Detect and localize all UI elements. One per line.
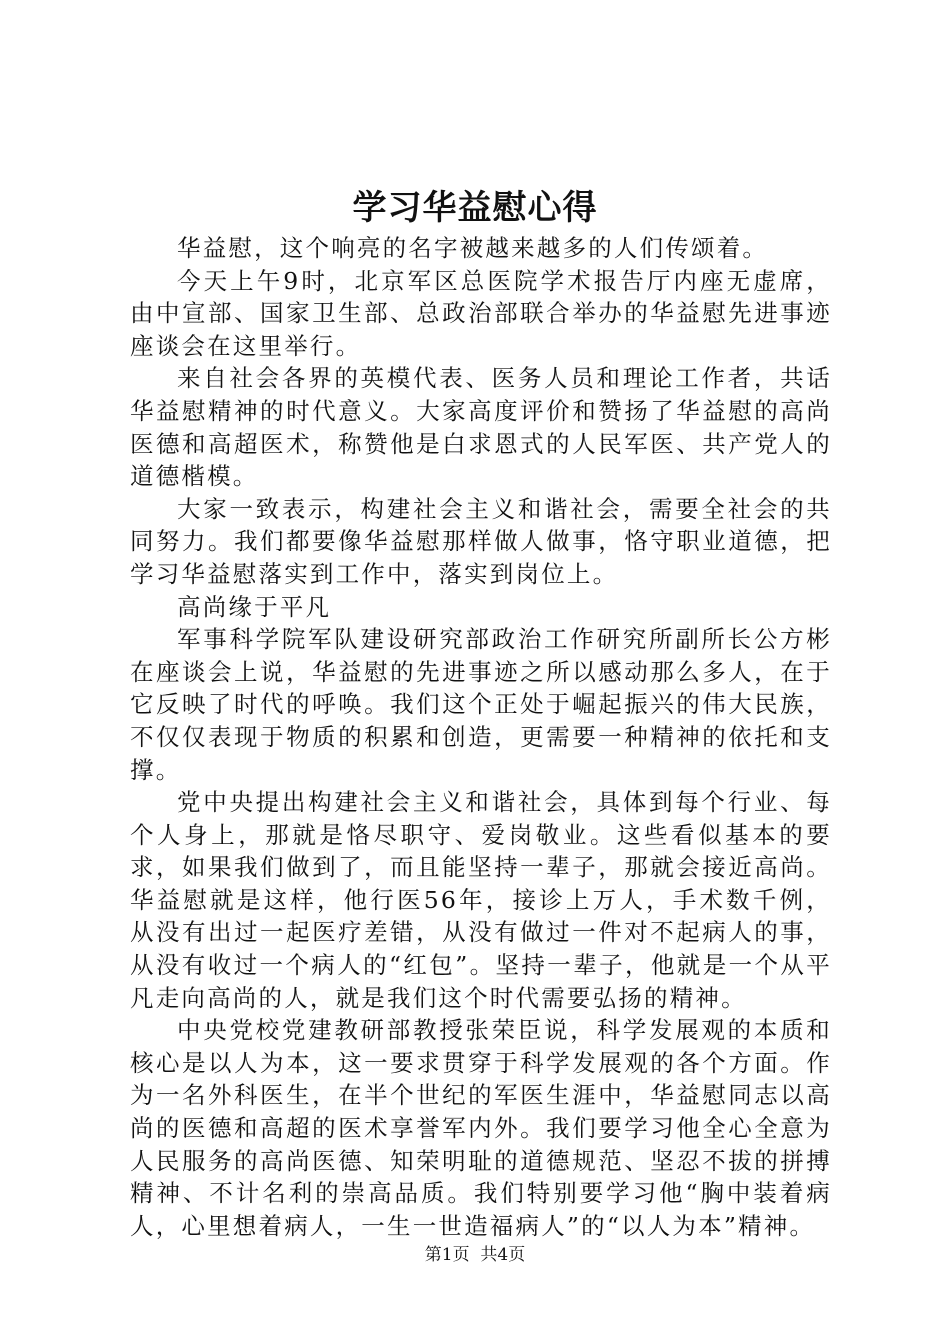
paragraph: 军事科学院军队建设研究部政治工作研究所副所长公方彬在座谈会上说，华益慰的先进事迹之所以感动那么多人，在于它反映了时代的呼唤。我们这个正处于崛起振兴的伟大民族，不仅仅表现于物质的积累和创造，更需要一种精神的依托和支撑。 [130,625,832,784]
paragraph: 党中央提出构建社会主义和谐社会，具体到每个行业、每个人身上，那就是恪尽职守、爱岗敬业。这些看似基本的要求，如果我们做到了，而且能坚持一辈子，那就会接近高尚。华益慰就是这样，他行医56年，接诊上万人，手术数千例，从没有出过一起医疗差错，从没有做过一件对不起病人的事，从没有收过一个病人的“红包”。坚持一辈子，他就是一个从平凡走向高尚的人，就是我们这个时代需要弘扬的精神。 [130,788,832,1012]
paragraph: 来自社会各界的英模代表、医务人员和理论工作者，共话华益慰精神的时代意义。大家高度评价和赞扬了华益慰的高尚医德和高超医术，称赞他是白求恩式的人民军医、共产党人的道德楷模。 [130,364,832,491]
page-number: 第1页 [424,1245,470,1265]
document-title: 学习华益慰心得 [352,188,598,228]
page-footer [0,1244,950,1266]
footer-spacer [470,1245,481,1265]
paragraph: 中央党校党建教研部教授张荣臣说，科学发展观的本质和核心是以人为本，这一要求贯穿于科学发展观的各个方面。作为一名外科医生，在半个世纪的军医生涯中，华益慰同志以高尚的医德和高超的医术享誉军内外。我们要学习他全心全意为人民服务的高尚医德、知荣明耻的道德规范、坚忍不拔的拼搏精神、不计名利的崇高品质。我们特别要学习他“胸中装着病人，心里想着病人，一生一世造福病人”的“以人为本”精神。 [130,1016,832,1240]
document-body [130,232,832,1242]
paragraph: 华益慰，这个响亮的名字被越来越多的人们传颂着。 [177,234,769,262]
paragraph: 大家一致表示，构建社会主义和谐社会，需要全社会的共同努力。我们都要像华益慰那样做人做事，恪守职业道德，把学习华益慰落实到工作中，落实到岗位上。 [130,494,832,588]
page-total: 共4页 [480,1245,526,1265]
paragraph: 今天上午9时，北京军区总医院学术报告厅内座无虚席，由中宣部、国家卫生部、总政治部联合举办的华益慰先进事迹座谈会在这里举行。 [130,266,832,360]
section-heading: 高尚缘于平凡 [177,592,332,621]
